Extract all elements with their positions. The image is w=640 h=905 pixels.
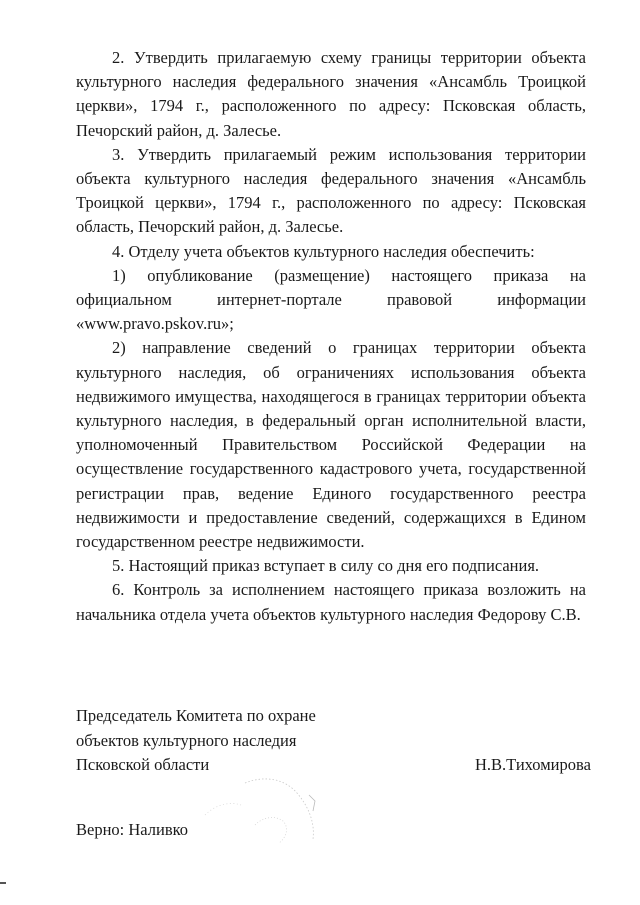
clause-4-item-2: 2) направление сведений о границах территории объекта культурного наследия, об ограничениях использования объекта недвижимого имущества, находящегося в границах территории объекта культурного наследия, в федеральный орган исполнительной власти, уполномоченный Правительством Российской Федерации на осуществление государственного кадастрового учета, государственной регистрации прав, ведение Единого государственного реестра недвижимости и предоставление сведений, содержащихся в Едином государственном реестре недвижимости. bbox=[76, 338, 586, 552]
clause-4: 4. Отделу учета объектов культурного наследия обеспечить: bbox=[112, 241, 535, 261]
signatory-title-line-3: Псковской области bbox=[76, 755, 210, 774]
scan-edge-mark bbox=[0, 882, 6, 884]
clause-3: 3. Утвердить прилагаемый режим использования территории объекта культурного наследия федерального значения «Ансамбль Троицкой церкви», 1794 г., расположенного по адресу: Псковская область, Печорский район, д. Залесье. bbox=[76, 144, 586, 237]
certification-line: Верно: Наливко bbox=[76, 820, 189, 839]
order-body bbox=[76, 46, 586, 627]
clause-6: 6. Контроль за исполнением настоящего приказа возложить на начальника отдела учета объектов культурного наследия Федорову С.В. bbox=[76, 580, 586, 624]
signatory-title-line-2: объектов культурного наследия bbox=[76, 730, 297, 750]
faint-signature-mark bbox=[185, 765, 335, 875]
signatory-title-line-1: Председатель Комитета по охране bbox=[76, 706, 316, 725]
clause-5: 5. Настоящий приказ вступает в силу со дня его подписания. bbox=[112, 556, 540, 576]
clause-2: 2. Утвердить прилагаемую схему границы территории объекта культурного наследия федерального значения «Ансамбль Троицкой церкви», 1794 г., расположенного по адресу: Псковская область, Печорский район, д. Залесье. bbox=[76, 48, 586, 140]
clause-4-item-1: 1) опубликование (размещение) настоящего приказа на официальном интернет-портале правовой информации «www.pravo.pskov.ru»; bbox=[76, 265, 586, 334]
signatory-name: Н.В.Тихомирова bbox=[475, 755, 591, 774]
